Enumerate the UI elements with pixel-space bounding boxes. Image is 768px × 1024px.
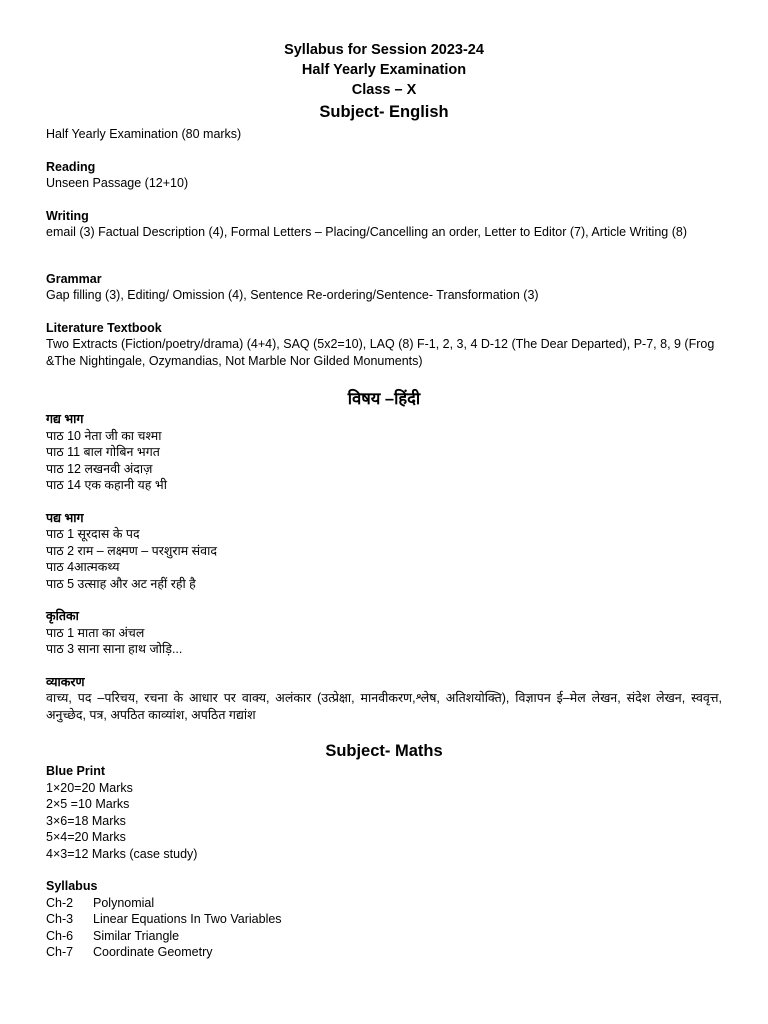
list-item (46, 944, 722, 961)
gadya-heading: गद्य भाग (46, 412, 84, 426)
list-item: पाठ 10 नेता जी का चश्मा (46, 428, 162, 443)
list-item: पाठ 11 बाल गोबिन भगत (46, 445, 160, 459)
maths-subject-title: Subject- Maths (325, 742, 443, 760)
list-item: पाठ 5 उत्साह और अट नहीं रही है (46, 576, 196, 591)
grammar-text: Gap filling (3), Editing/ Omission (4), Sentence Re-ordering/Sentence- Transformation (3) (46, 288, 539, 302)
list-item: पाठ 2 राम – लक्ष्मण – परशुराम संवाद (46, 543, 217, 558)
chapter-name: Similar Triangle (93, 928, 180, 943)
list-item: 2×5 =10 Marks (46, 797, 130, 811)
list-item (46, 928, 722, 945)
doc-title-line-2: Half Yearly Examination (301, 62, 467, 78)
doc-title-line-1: Syllabus for Session 2023-24 (284, 42, 484, 58)
list-item (46, 895, 722, 912)
chapter-name: Linear Equations In Two Variables (93, 912, 282, 926)
padya-heading: पद्य भाग (46, 510, 84, 525)
kritika-heading: कृतिका (46, 609, 79, 623)
reading-text: Unseen Passage (12+10) (46, 176, 189, 190)
english-exam-line: Half Yearly Examination (80 marks) (46, 127, 242, 141)
writing-text: email (3) Factual Description (4), Formal Letters – Placing/Cancelling an order, Letter to Editor (7), Article Writing (8) (46, 225, 687, 239)
list-item: 4×3=12 Marks (case study) (46, 846, 198, 861)
literature-heading: Literature Textbook (46, 320, 162, 335)
list-item (46, 911, 722, 928)
list-item: पाठ 14 एक कहानी यह भी (46, 478, 167, 492)
chapter-number: Ch-7 (46, 945, 74, 959)
list-item: पाठ 12 लखनवी अंदाज़ (46, 461, 153, 476)
blueprint-heading: Blue Print (46, 764, 106, 778)
list-item: 5×4=20 Marks (46, 830, 126, 844)
reading-heading: Reading (46, 159, 96, 174)
vyakaran-heading: व्याकरण (46, 674, 85, 689)
grammar-heading: Grammar (46, 271, 102, 286)
english-subject-title: Subject- English (319, 103, 449, 121)
literature-text: Two Extracts (Fiction/poetry/drama) (4+4), SAQ (5x2=10), LAQ (8) F-1, 2, 3, 4 D-12 (The Dear Departed), P-7, 8, 9 (Frog &The Nightingale, Ozymandias, Not Marble Nor Gilded Monuments) (46, 337, 715, 368)
chapter-name: Polynomial (93, 895, 155, 910)
list-item: पाठ 4आत्मकथ्य (46, 560, 120, 574)
list-item: पाठ 1 माता का अंचल (46, 625, 145, 640)
list-item: 1×20=20 Marks (46, 780, 133, 795)
hindi-subject-title: विषय –हिंदी (347, 390, 421, 408)
chapter-number: Ch-2 (46, 895, 74, 910)
list-item: पाठ 3 साना साना हाथ जोड़ि... (46, 642, 183, 656)
vyakaran-text: वाच्य, पद –परिचय, रचना के आधार पर वाक्य, अलंकार (उत्प्रेक्षा, मानवीकरण,श्लेष, अतिशयोक्ति), विज्ञापन ई–मेल लेखन, संदेश लेखन, स्ववृत्त, अनुच्छेद, पत्र, अपठित काव्यांश, अपठित गद्यांश (46, 691, 722, 722)
chapter-number: Ch-3 (46, 912, 74, 926)
writing-heading: Writing (46, 208, 89, 223)
chapter-number: Ch-6 (46, 928, 74, 943)
list-item: पाठ 1 सूरदास के पद (46, 527, 140, 541)
syllabus-heading: Syllabus (46, 879, 98, 893)
chapter-name: Coordinate Geometry (93, 945, 213, 959)
list-item: 3×6=18 Marks (46, 813, 126, 828)
doc-title-line-3: Class – X (351, 82, 417, 98)
